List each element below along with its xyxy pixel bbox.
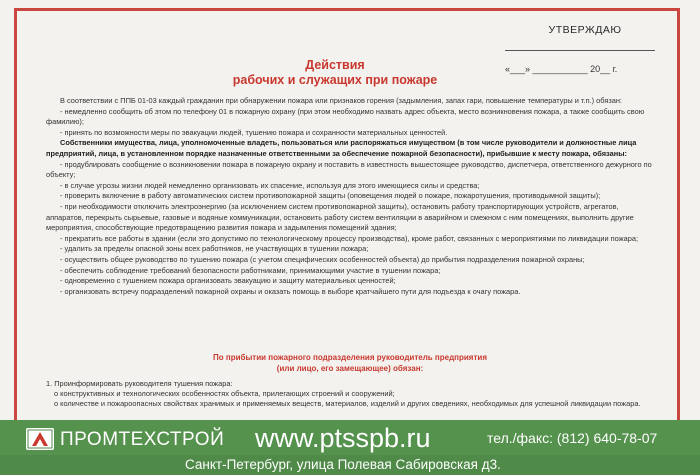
arrival-instructions bbox=[46, 379, 658, 410]
company-logo-icon bbox=[26, 428, 54, 450]
company-website-link[interactable]: www.ptsspb.ru bbox=[255, 423, 431, 453]
approval-heading: УТВЕРЖДАЮ bbox=[548, 24, 622, 36]
subheading-line-2: (или лицо, его замещающее) обязан: bbox=[276, 364, 424, 373]
title-line-1: Действия bbox=[305, 58, 365, 72]
body-paragraph: В соответствии с ППБ 01-03 каждый гражданин при обнаружении пожара или признаков горения (задымления, запах гари, повышение температуры и т.п.) обязан: bbox=[60, 96, 622, 105]
company-brand-name: ПРОМТЕХСТРОЙ bbox=[60, 429, 225, 450]
company-phone: тел./факс: (812) 640-78-07 bbox=[487, 430, 658, 446]
arrival-subheading bbox=[150, 352, 550, 374]
subheading-line-1: По прибытии пожарного подразделения руководитель предприятия bbox=[213, 353, 487, 362]
duty-item: - организовать встречу подразделений пожарной охраны и оказать помощь в выборе кратчайшего пути для подъезда к очагу пожара. bbox=[60, 286, 521, 296]
duty-item: - одновременно с тушением пожара организовать эвакуацию и защиту материальных ценностей; bbox=[60, 276, 396, 286]
instruction-item: о конструктивных и технологических особенностях объекта, прилегающих строений и сооружений; bbox=[54, 389, 395, 399]
duty-item: - обеспечить соблюдение требований безопасности работниками, принимающими участие в тушении пожара; bbox=[60, 265, 441, 275]
duty-item: - прекратить все работы в здании (если это допустимо по технологическому процессу производства), кроме работ, связанных с мероприятиями по ликвидации пожара; bbox=[60, 233, 638, 243]
document-title bbox=[190, 58, 480, 88]
body-bold-paragraph: Собственники имущества, лица, уполномоченные владеть, пользоваться или распоряжаться имуществом (в том числе руководители и должностные лица предприятий, лица, в установленном порядке назначенные ответственными за обеспечение пожарной безопасности), прибывшие к месту пожара, обязаны: bbox=[46, 138, 637, 158]
approval-date-line: «___» ___________ 20__ г. bbox=[505, 64, 618, 74]
body-paragraph: - принять по возможности меры по эвакуации людей, тушению пожара и сохранности материальных ценностей. bbox=[60, 127, 448, 137]
duty-item: - осуществить общее руководство по тушению пожара (с учетом специфических особенностей объекта) до прибытия подразделения пожарной охраны; bbox=[60, 254, 585, 264]
duty-item: - удалить за пределы опасной зоны всех работников, не участвующих в тушении пожара; bbox=[60, 244, 369, 254]
company-address: Санкт-Петербург, улица Полевая Сабировская д3. bbox=[185, 457, 501, 472]
duty-item: - в случае угрозы жизни людей немедленно организовать их спасение, используя для этого имеющиеся силы и средства; bbox=[60, 180, 480, 190]
instruction-item: о количестве и пожароопасных свойствах хранимых и применяемых веществ, материалов, изделий и других сведениях, необходимых для успешной ликвидации пожара. bbox=[54, 399, 641, 409]
duty-item: - продублировать сообщение о возникновении пожара в пожарную охрану и поставить в известность вышестоящее руководство, диспетчера, ответственного дежурного по объекту; bbox=[46, 159, 652, 180]
instruction-item: 1. Проинформировать руководителя тушения пожара: bbox=[46, 379, 233, 388]
duty-item: - при необходимости отключить электроэнергию (за исключением систем противопожарной защиты), остановить работу транспортирующих устройств, агрегатов, аппаратов, перекрыть сырьевые, газовые и водяные коммуникации, остановить работу систем вентиляции в аварийном и смежном с ним помещениях, выполнить другие мероприятия, способствующие предотвращению развития пожара и задымления помещений здания; bbox=[46, 201, 634, 233]
title-line-2: рабочих и служащих при пожаре bbox=[232, 73, 438, 87]
duty-item: - проверить включение в работу автоматических систем противопожарной защиты (оповещения людей о пожаре, пожаротушения, противодымной защиты); bbox=[60, 191, 601, 201]
body-paragraph: - немедленно сообщить об этом по телефону 01 в пожарную охрану (при этом необходимо назвать адрес объекта, место возникновения пожара, а также сообщить свою фамилию); bbox=[46, 106, 645, 127]
approval-signature-line bbox=[505, 50, 655, 51]
document-body bbox=[46, 96, 658, 297]
company-footer-banner bbox=[0, 420, 700, 475]
